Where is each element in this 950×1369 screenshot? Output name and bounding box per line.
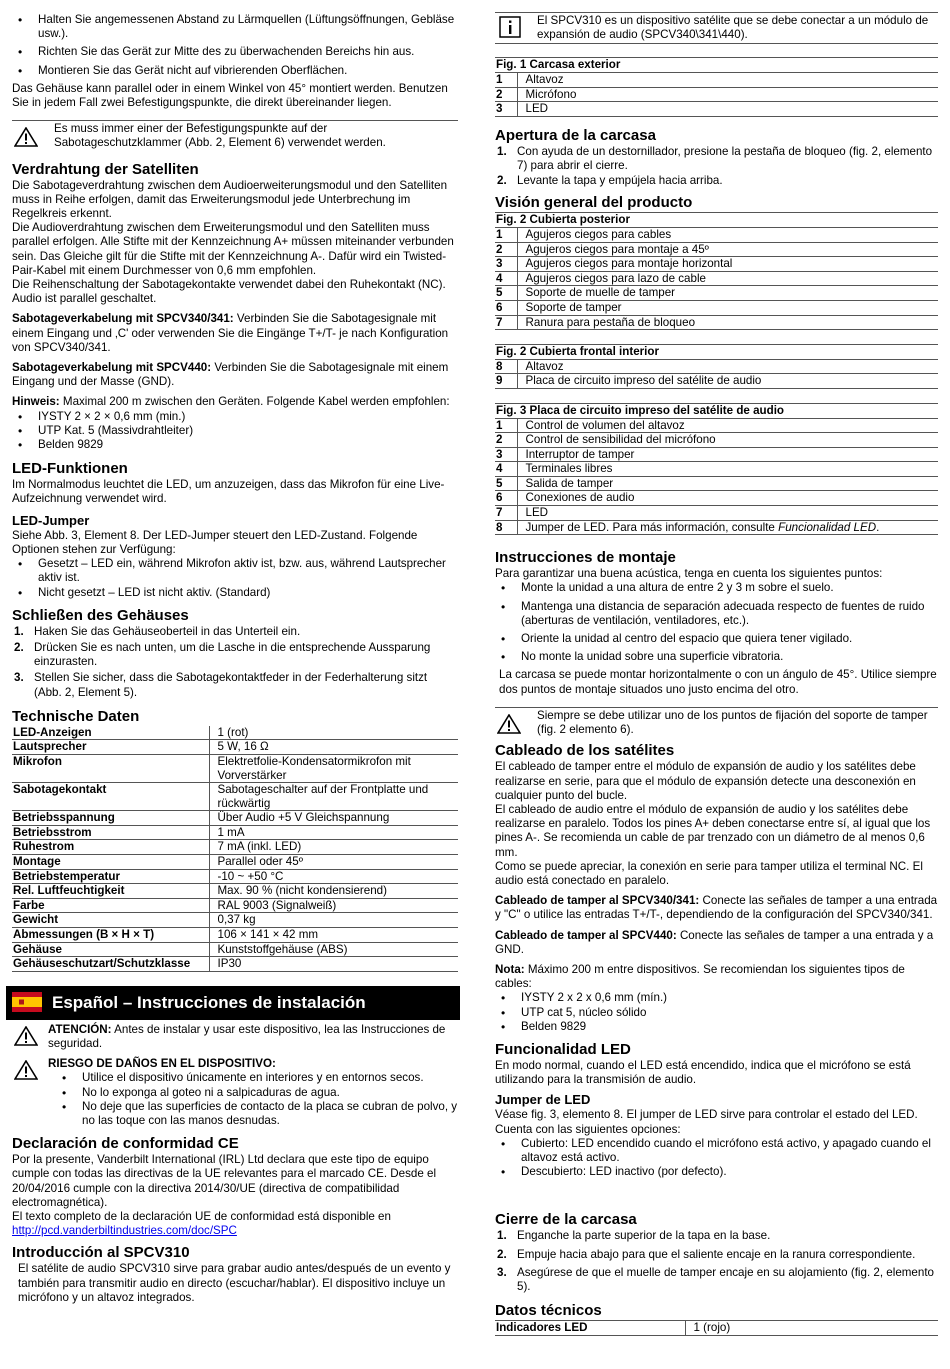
row-value: 5 W, 16 Ω — [209, 740, 458, 755]
note-es: Nota: Máximo 200 m entre dispositivos. Se recomiendan los siguientes tipos de cables: — [495, 962, 905, 991]
row-value: -10 ~ +50 °C — [209, 869, 458, 884]
list-item: 1. Enganche la parte superior de la tapa en la base. — [497, 1229, 771, 1243]
row-key: 7 — [495, 315, 517, 330]
table-row — [12, 855, 458, 870]
row-key: 6 — [495, 300, 517, 315]
list-item: • Montieren Sie das Gerät nicht auf vibrierenden Oberflächen. — [12, 64, 458, 78]
row-value: Agujeros ciegos para montaje a 45º — [517, 242, 938, 257]
tamper-es-1: Cableado de tamper al SPCV340/341: Conecte las señales de tamper a una entrada y "C" o utilice las entradas T+/T-, dependiendo de la configuración del SPCV340/341. — [495, 894, 938, 922]
row-key: Lautsprecher — [12, 740, 209, 755]
wiring-es-title: Cableado de los satélites — [495, 742, 675, 760]
tamper-wiring-2-text: Verbinden Sie die Sabotagesignale mit einem Eingang und der Masse (GND). — [12, 361, 449, 389]
wiring-p3: Die Reihenschaltung der Sabotagekontakte verwendet dabei den Ruhekontakt (NC). Audio ist parallel geschaltet. — [12, 278, 446, 306]
table-row — [495, 73, 938, 88]
hint-label: Hinweis: — [12, 395, 60, 409]
tamper-wiring-2 — [12, 361, 458, 389]
table-row — [495, 433, 938, 448]
table-row — [495, 87, 938, 102]
tamper-es-2: Cableado de tamper al SPCV440: Conecte las señales de tamper a una entrada y a GND. — [495, 928, 934, 956]
fig2b-title: Fig. 2 Cubierta frontal interior — [495, 345, 938, 360]
fig1-title: Fig. 1 Carcasa exterior — [495, 58, 938, 73]
tamper-wiring-1-label: Sabotageverkabelung mit SPCV340/341: — [12, 312, 234, 326]
risk-list — [56, 1071, 458, 1128]
fig1-table — [495, 57, 938, 116]
wiring-title: Verdrahtung der Satelliten — [12, 160, 199, 178]
warning-icon — [14, 127, 38, 147]
table-row — [12, 840, 458, 855]
list-item: • No lo exponga al goteo ni a salpicaduras de agua. — [56, 1086, 458, 1100]
led-text: Im Normalmodus leuchtet die LED, um anzuzeigen, dass das Mikrofon für eine Live-Aufzeichnung verwendet wird. — [12, 478, 445, 506]
list-item: • No monte la unidad sobre una superficie vibratoria. — [495, 650, 938, 664]
led-es-title: Funcionalidad LED — [495, 1040, 631, 1058]
info-text: El SPCV310 es un dispositivo satélite que se debe conectar a un módulo de expansión de audio (SPCV340\341\440). — [537, 14, 929, 42]
warning-text: Siempre se debe utilizar uno de los puntos de fijación del soporte de tamper (fig. 2 elemento 6). — [537, 708, 928, 737]
info-icon — [499, 16, 521, 38]
warning-box — [12, 120, 458, 152]
close-es-title: Cierre de la carcasa — [495, 1211, 637, 1229]
row-value: Conexiones de audio — [517, 491, 938, 506]
table-row — [12, 783, 458, 811]
row-value: Kunststoffgehäuse (ABS) — [209, 942, 458, 957]
list-item: 2. Levante la tapa y empújela hacia arriba. — [497, 174, 723, 188]
table-row: Indicadores LED 1 (rojo) — [495, 1321, 938, 1336]
warning-icon — [497, 714, 521, 734]
led-es-jumper-text: Véase fig. 3, elemento 8. El jumper de LED sirve para controlar el estado del LED. Cuenta con las siguientes opciones: — [495, 1108, 918, 1136]
table-row — [12, 957, 458, 972]
led-es-text: En modo normal, cuando el LED está encendido, indica que el micrófono se está utilizando para la transmisión de audio. — [495, 1058, 911, 1087]
intro-es-text: El satélite de audio SPCV310 sirve para grabar audio antes/después de un evento y también para transmitir audio en directo (escuchar/hablar). El dispositivo incluye un micrófono y un altavoz integrados. — [18, 1262, 451, 1304]
row-value: 1 mA — [209, 825, 458, 840]
table-row — [12, 942, 458, 957]
row-value: Salida de tamper — [517, 476, 938, 491]
row-value: RAL 9003 (Signalweiß) — [209, 898, 458, 913]
table-row — [495, 286, 938, 301]
row-key: Montage — [12, 855, 209, 870]
mount-intro: Para garantizar una buena acústica, tenga en cuenta los siguientes puntos: — [495, 567, 883, 581]
row-key: LED-Anzeigen — [12, 726, 209, 740]
list-item: • Utilice el dispositivo únicamente en interiores y en entornos secos. — [56, 1071, 458, 1085]
risk-title: RIESGO DE DAÑOS EN EL DISPOSITIVO: — [48, 1057, 276, 1071]
list-item: • Monte la unidad a una altura de entre 2 y 3 m sobre el suelo. — [495, 581, 938, 595]
row-value: Control de sensibilidad del micrófono — [517, 433, 938, 448]
attention-box — [12, 1023, 458, 1051]
table-row — [495, 491, 938, 506]
wiring-p2: Die Audioverdrahtung zwischen dem Erweiterungsmodul und den Satelliten muss parallel erfolgen. Alle Stifte mit der Kennzeichnung A+ müssen miteinander verbunden sein. Das Gleiche gilt für die Stifte mit der Kennzeichnung A-. Dafür wird ein Twisted-Pair-Kabel mit einem Durchmesser von 0,6 mm empfohlen. — [12, 221, 454, 277]
tech-es-title: Datos técnicos — [495, 1302, 602, 1320]
wiring-es-p2: El cableado de audio entre el módulo de expansión de audio y los satélites debe realizarse en paralelo. Todos los pines A+ deben conectarse entre sí, al igual que los pines A-. Se recomienda un cable de par trenzado con un diámetro de al menos 0,6 mm. — [495, 802, 931, 859]
list-item: • UTP Kat. 5 (Massivdrahtleiter) — [12, 424, 458, 438]
table-row — [495, 374, 938, 389]
row-key: Rel. Luftfeuchtigkeit — [12, 884, 209, 899]
spanish-section-title: Español – Instrucciones de instalación — [52, 992, 366, 1012]
row-value: Agujeros ciegos para lazo de cable — [517, 271, 938, 286]
hint — [12, 395, 458, 409]
table-row — [495, 271, 938, 286]
row-key: 5 — [495, 476, 517, 491]
table-row — [495, 315, 938, 330]
tech-es-table — [495, 1320, 938, 1336]
row-key: Gehäuse — [12, 942, 209, 957]
led-es-jumper-title: Jumper de LED — [495, 1092, 591, 1108]
row-key: 1 — [495, 418, 517, 433]
table-row — [495, 506, 938, 521]
row-value: Über Audio +5 V Gleichspannung — [209, 811, 458, 826]
warning-icon — [14, 1060, 38, 1080]
overview-title: Visión general del producto — [495, 194, 693, 212]
list-item: • Belden 9829 — [495, 1020, 938, 1034]
list-item: • Richten Sie das Gerät zur Mitte des zu überwachenden Bereichs hin aus. — [12, 45, 458, 59]
list-item: • IYSTY 2 × 2 × 0,6 mm (min.) — [12, 410, 458, 424]
row-key: 6 — [495, 491, 517, 506]
row-key: 3 — [495, 257, 517, 272]
row-value: 106 × 141 × 42 mm — [209, 928, 458, 943]
list-item: • Oriente la unidad al centro del espacio que quiera tener vigilado. — [495, 632, 938, 646]
row-value: Altavoz — [517, 73, 938, 88]
table-row — [495, 242, 938, 257]
row-key: 4 — [495, 462, 517, 477]
table-row — [12, 825, 458, 840]
fig3-title: Fig. 3 Placa de circuito impreso del satélite de audio — [495, 403, 938, 418]
list-item: • No deje que las superficies de contacto de la placa se cubran de polvo, y no las toque con las manos desnudas. — [56, 1100, 458, 1128]
led-jumper-title: LED-Jumper — [12, 512, 90, 528]
row-key: Gewicht — [12, 913, 209, 928]
row-value: Soporte de muelle de tamper — [517, 286, 938, 301]
row-value: 1 (rot) — [209, 726, 458, 740]
list-item: • Halten Sie angemessenen Abstand zu Lärmquellen (Lüftungsöffnungen, Gebläse usw.). — [12, 13, 458, 41]
row-key: Gehäuseschutzart/Schutzklasse — [12, 957, 209, 972]
list-item: 2. Empuje hacia abajo para que el saliente encaje en la ranura correspondiente. — [497, 1247, 916, 1261]
open-steps — [495, 145, 938, 189]
row-key: 2 — [495, 87, 517, 102]
led-options — [12, 557, 458, 600]
row-value: Parallel oder 45º — [209, 855, 458, 870]
table-row — [12, 754, 458, 782]
close-es-steps — [495, 1229, 938, 1294]
warning-box — [495, 707, 938, 739]
fig2a-table — [495, 212, 938, 330]
table-row — [12, 913, 458, 928]
mount-note: Das Gehäuse kann parallel oder in einem Winkel von 45° montiert werden. Benutzen Sie in jedem Fall zwei Befestigungspunkte, die direkt übereinander liegen. — [12, 81, 448, 110]
list-item: • UTP cat 5, núcleo sólido — [495, 1006, 938, 1020]
row-key: Ruhestrom — [12, 840, 209, 855]
noise-bullets — [12, 13, 458, 78]
table-row — [495, 447, 938, 462]
row-value: 0,37 kg — [209, 913, 458, 928]
row-value: Terminales libres — [517, 462, 938, 477]
attention-text: ATENCIÓN: Antes de instalar y usar este dispositivo, lea las Instrucciones de seguridad. — [48, 1022, 446, 1051]
close-steps — [12, 625, 458, 700]
cable-list-es — [495, 991, 938, 1034]
right-column — [495, 0, 938, 1336]
row-key: Betriebstemperatur — [12, 869, 209, 884]
row-key: 5 — [495, 286, 517, 301]
table-row — [12, 811, 458, 826]
row-value: IP30 — [209, 957, 458, 972]
list-item: • Nicht gesetzt – LED ist nicht aktiv. (Standard) — [12, 586, 458, 600]
ce-declaration-link[interactable]: http://pcd.vanderbiltindustries.com/doc/SPC — [12, 1224, 237, 1238]
wiring-p1: Die Sabotageverdrahtung zwischen dem Audioerweiterungsmodul und den Satelliten muss in Reihe erfolgen, damit das Erweiterungsmodul jede Unterbrechung im Regelkreis erkennt. — [12, 178, 448, 221]
ce-title: Declaración de conformidad CE — [12, 1135, 239, 1153]
table-row — [12, 928, 458, 943]
row-value: Micrófono — [517, 87, 938, 102]
open-title: Apertura de la carcasa — [495, 126, 656, 144]
row-value: Ranura para pestaña de bloqueo — [517, 315, 938, 330]
fig2b-table — [495, 344, 938, 389]
tech-table — [12, 726, 458, 972]
table-row — [495, 102, 938, 117]
row-value: Max. 90 % (nicht kondensierend) — [209, 884, 458, 899]
table-row — [12, 884, 458, 899]
info-box — [495, 12, 938, 44]
list-item: • Mantenga una distancia de separación adecuada respecto de fuentes de ruido (aberturas de ventilación, ventiladores, etc.). — [495, 600, 938, 628]
close-title: Schließen des Gehäuses — [12, 606, 189, 624]
table-row — [495, 257, 938, 272]
row-key: 9 — [495, 374, 517, 389]
table-row — [495, 462, 938, 477]
wiring-es-p1: El cableado de tamper entre el módulo de expansión de audio y los satélites debe realizarse en serie, para que el módulo de expansión detecte una desconexión en cualquier punto del bucle. — [495, 760, 916, 802]
list-item: 2. Drücken Sie es nach unten, um die Lasche in die entsprechende Aussparung einzurasten. — [14, 640, 431, 669]
led-title: LED-Funktionen — [12, 460, 128, 478]
row-key: 1 — [495, 73, 517, 88]
row-key: Sabotagekontakt — [12, 783, 209, 811]
table-row — [12, 726, 458, 740]
tech-title: Technische Daten — [12, 707, 140, 725]
row-key: 7 — [495, 506, 517, 521]
row-key: 3 — [495, 102, 517, 117]
table-row — [495, 300, 938, 315]
row-key: Betriebsstrom — [12, 825, 209, 840]
led-jumper-text: Siehe Abb. 3, Element 8. Der LED-Jumper steuert den LED-Zustand. Folgende Optionen stehen zur Verfügung: — [12, 528, 418, 556]
row-key: 2 — [495, 433, 517, 448]
table-row — [495, 359, 938, 374]
table-row — [495, 227, 938, 242]
row-value: 7 mA (inkl. LED) — [209, 840, 458, 855]
row-key: Mikrofon — [12, 754, 209, 782]
mount-title: Instrucciones de montaje — [495, 549, 676, 567]
spain-flag-icon — [12, 992, 42, 1012]
led-es-options — [495, 1137, 938, 1180]
table-row — [12, 869, 458, 884]
row-key: 4 — [495, 271, 517, 286]
tamper-wiring-1-text: Verbinden Sie die Sabotagesignale mit einem Eingang und ‚C' oder verwenden Sie die Eingänge T+/T- je nach Konfiguration von SPCV340/341. — [12, 312, 449, 354]
row-key: 3 — [495, 447, 517, 462]
left-column — [12, 0, 458, 1305]
list-item: • Gesetzt – LED ein, während Mikrofon aktiv ist, bzw. aus, während Lautsprecher aktiv ist. — [12, 557, 458, 585]
list-item: 1. Haken Sie das Gehäuseoberteil in das Unterteil ein. — [14, 624, 301, 638]
intro-es-title: Introducción al SPCV310 — [12, 1244, 190, 1262]
spanish-section-header — [6, 986, 460, 1020]
tamper-wiring-2-label: Sabotageverkabelung mit SPCV440: — [12, 361, 212, 375]
row-key: 8 — [495, 359, 517, 374]
fig2a-title: Fig. 2 Cubierta posterior — [495, 213, 938, 228]
funcionalidad-led-reference: Funcionalidad LED — [778, 520, 877, 534]
table-row — [495, 476, 938, 491]
ce-text: Por la presente, Vanderbilt International (IRL) Ltd declara que este tipo de equipo cumple con todas las directivas de la UE relevantes para el marcado CE. Desde el 20/04/2016 cumple con la directiva 2014/30/UE (directiva de compatibilidad electromagnética). — [12, 1153, 437, 1209]
table-row — [12, 898, 458, 913]
row-value: Elektretfolie-Kondensatormikrofon mit Vorverstärker — [209, 754, 458, 782]
fig3-table — [495, 403, 938, 535]
list-item: • Belden 9829 — [12, 438, 458, 452]
row-key: 1 — [495, 227, 517, 242]
row-value: Interruptor de tamper — [517, 447, 938, 462]
risk-box — [12, 1057, 458, 1128]
wiring-es-p3: Como se puede apreciar, la conexión en serie para tamper utiliza el terminal NC. El audio está conectado en paralelo. — [495, 859, 923, 887]
row-value: Altavoz — [517, 359, 938, 374]
list-item: 3. Stellen Sie sicher, dass die Sabotagekontaktfeder in der Federhalterung sitzt (Abb. 2, Element 5). — [14, 671, 428, 699]
row-key: Abmessungen (B × H × T) — [12, 928, 209, 943]
table-row — [495, 418, 938, 433]
row-key: 2 — [495, 242, 517, 257]
row-value: Agujeros ciegos para cables — [517, 227, 938, 242]
row-value: Control de volumen del altavoz — [517, 418, 938, 433]
list-item: 3. Asegúrese de que el muelle de tamper encaje en su alojamiento (fig. 2, elemento 5). — [497, 1265, 934, 1293]
mount-list — [495, 581, 938, 664]
row-key: Farbe — [12, 898, 209, 913]
cable-list — [12, 410, 458, 453]
hint-text: Maximal 200 m zwischen den Geräten. Folgende Kabel werden empfohlen: — [62, 395, 450, 409]
list-item: • Descubierto: LED inactivo (por defecto). — [495, 1165, 938, 1179]
ce-text-2: El texto completo de la declaración UE de conformidad está disponible en — [12, 1210, 391, 1224]
table-row: 8 Jumper de LED. Para más información, consulte Funcionalidad LED. — [495, 520, 938, 535]
list-item: • Cubierto: LED encendido cuando el micrófono está activo, y apagado cuando el altavoz está activo. — [495, 1137, 938, 1165]
table-row — [12, 740, 458, 755]
list-item: • IYSTY 2 x 2 x 0,6 mm (mín.) — [495, 991, 938, 1005]
mount-note: La carcasa se puede montar horizontalmente o con un ángulo de 45°. Utilice siempre dos puntos de montaje situados uno justo encima del otro. — [499, 668, 937, 696]
row-value: Sabotageschalter auf der Frontplatte und rückwärtig — [209, 783, 458, 811]
warning-text: Es muss immer einer der Befestigungspunkte auf der Sabotageschutzklammer (Abb. 2, Element 6) verwendet werden. — [54, 122, 386, 150]
tamper-wiring-1 — [12, 312, 458, 355]
row-value: Agujeros ciegos para montaje horizontal — [517, 257, 938, 272]
warning-icon — [14, 1026, 38, 1046]
row-value: Placa de circuito impreso del satélite de audio — [517, 374, 938, 389]
row-value: LED — [517, 506, 938, 521]
row-value: LED — [517, 102, 938, 117]
list-item: 1. Con ayuda de un destornillador, presione la pestaña de bloqueo (fig. 2, elemento 7) para abrir el cierre. — [497, 144, 933, 172]
row-key: Betriebsspannung — [12, 811, 209, 826]
row-value: Soporte de tamper — [517, 300, 938, 315]
